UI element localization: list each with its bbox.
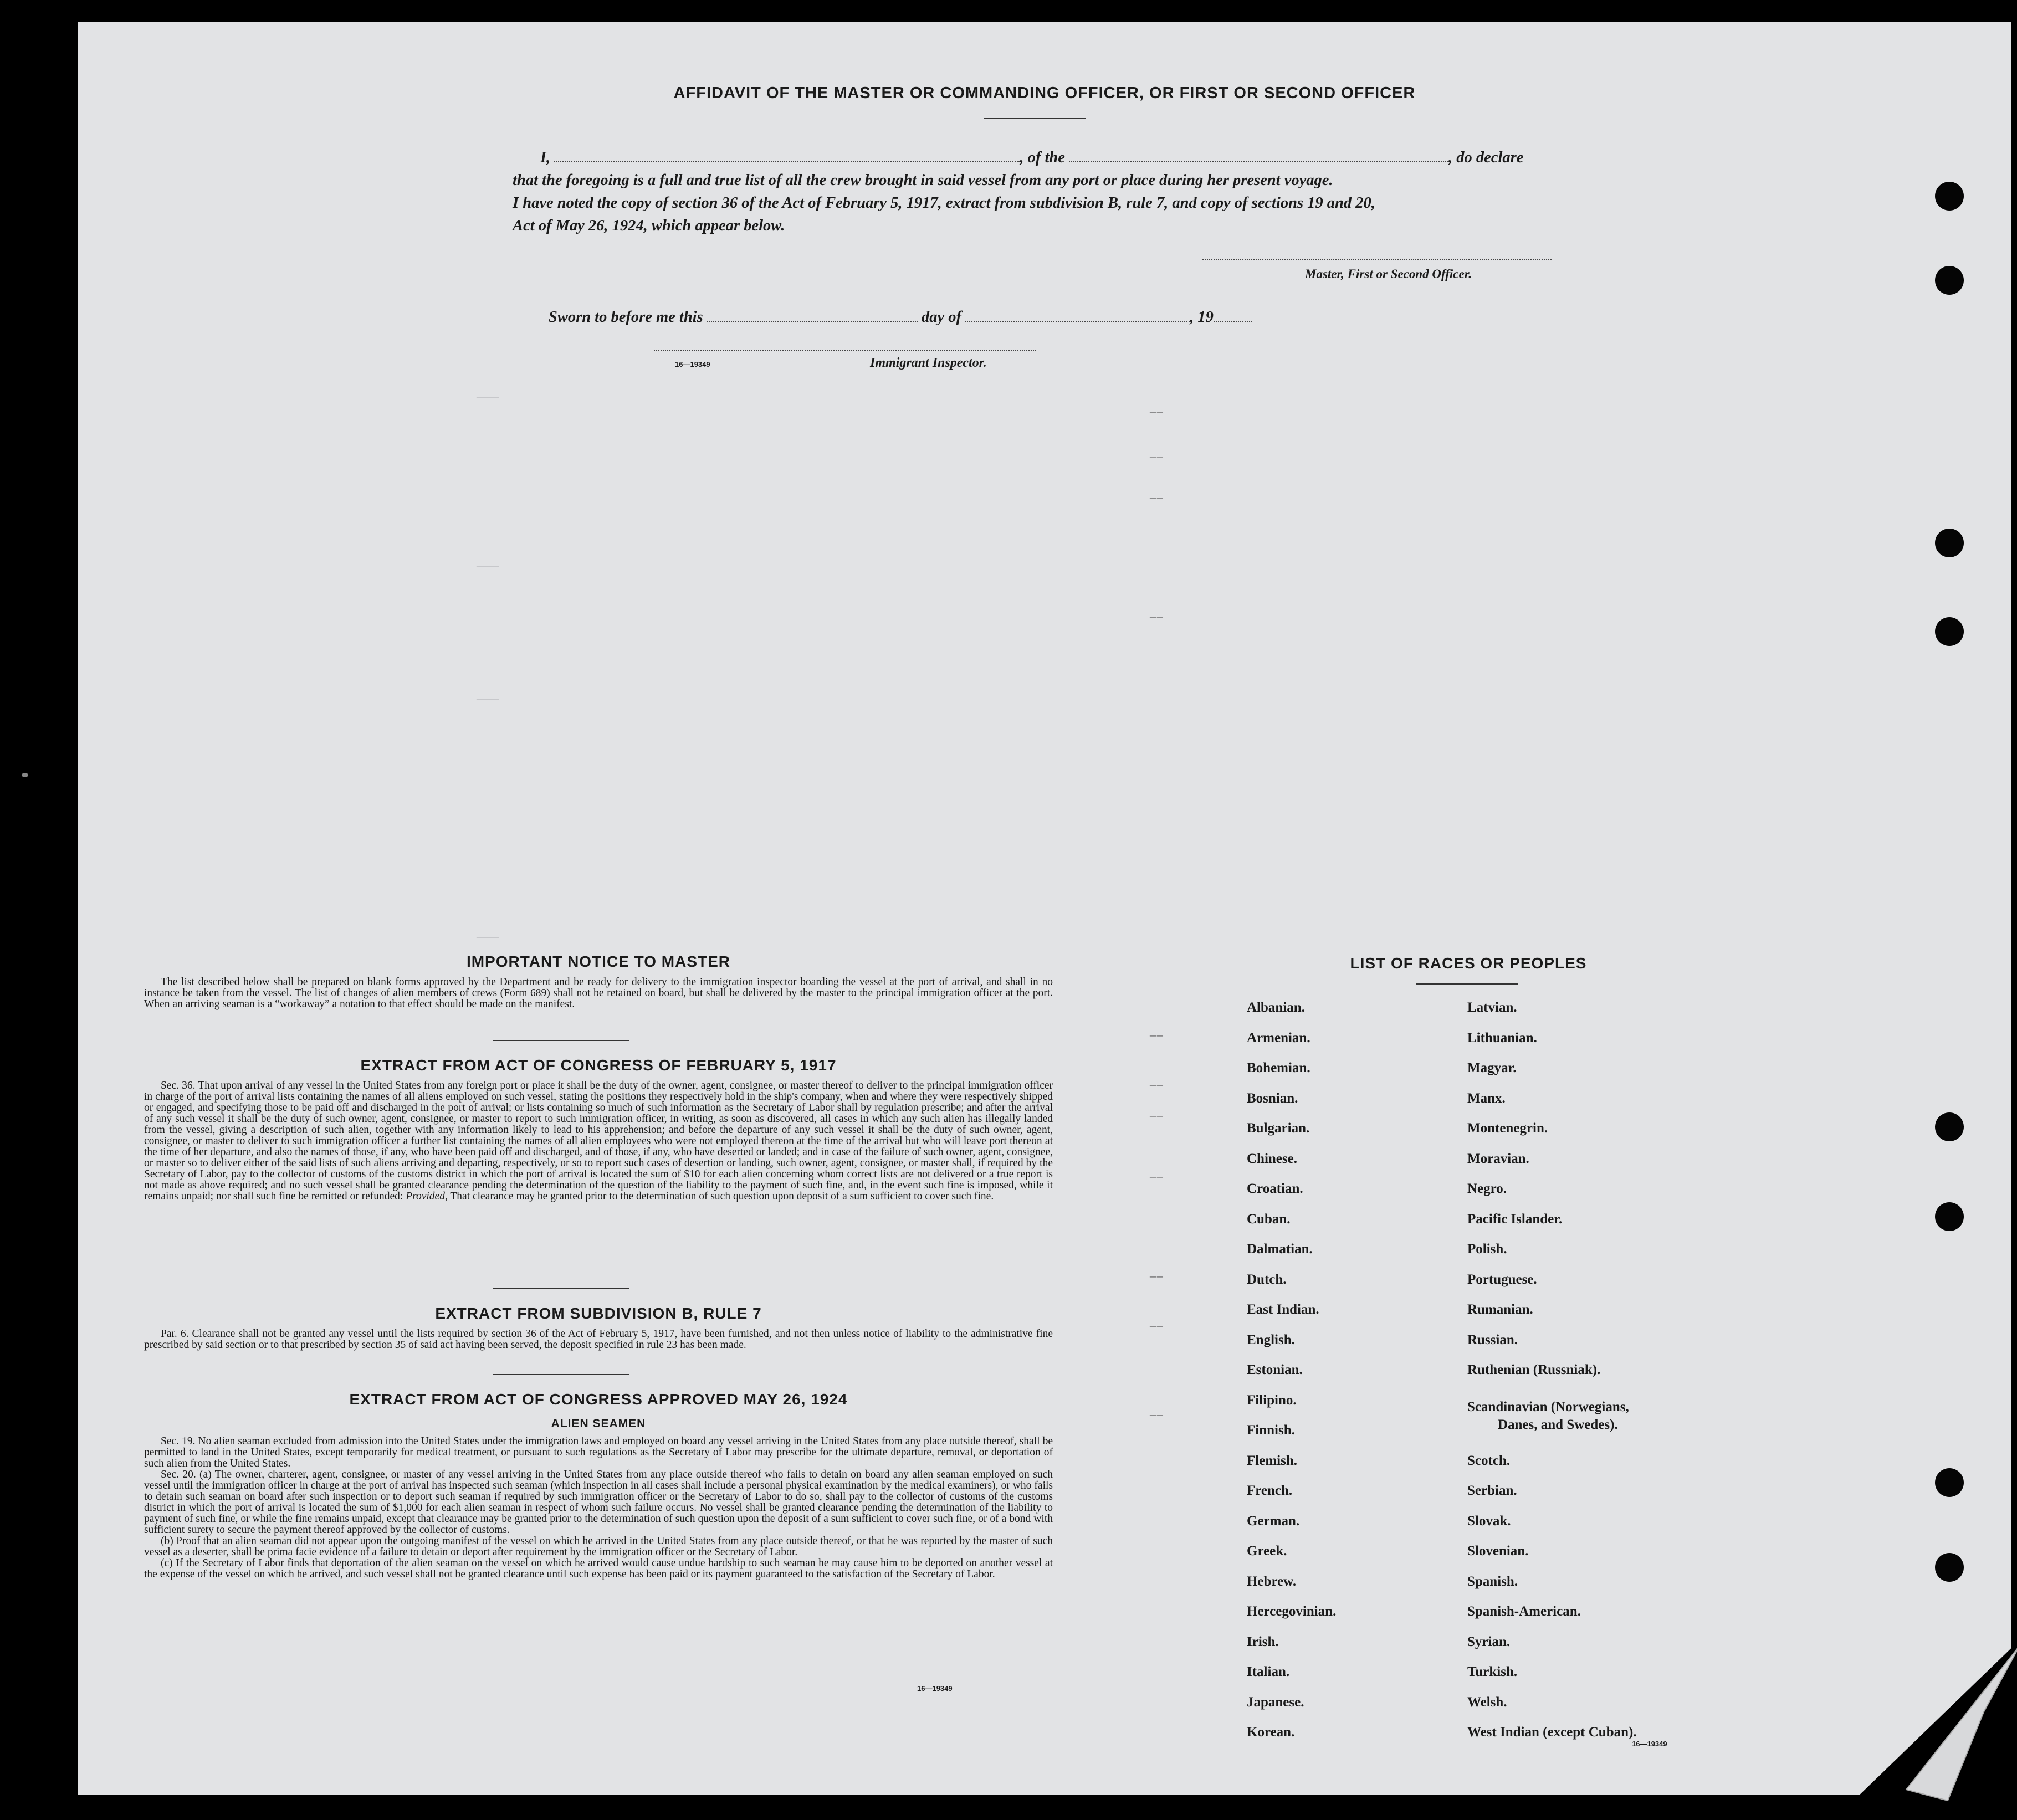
race-item: Portuguese.	[1467, 1272, 1537, 1287]
sec-19-paragraph: Sec. 19. No alien seaman excluded from admission into the United States under the immigration laws and employed on board any vessel arriving in the United States from any place outside thereof, shall be permitted to land in the United States, except temporarily for medical treatment, or pursuant to such regulations as the Secretary of Labor may prescribe for the ultimate departure, removal, or deportation of such alien from the United States.	[144, 1436, 1053, 1469]
title-divider	[984, 118, 1086, 119]
race-item: Polish.	[1467, 1242, 1507, 1257]
dash-mark: – –	[1150, 404, 1163, 418]
proviso-rest: That clearance may be granted prior to the determination of such question upon deposit of a sum sufficient to cover such fine.	[450, 1191, 994, 1202]
dash-mark: – –	[1150, 609, 1163, 623]
declaration-line-3: I have noted the copy of section 36 of the Act of February 5, 1917, extract from subdivision B, rule 7, and copy of sections 19 and 20,	[513, 194, 1375, 212]
bleed-through: ――	[477, 648, 499, 660]
punch-hole	[1935, 182, 1964, 211]
bleed-through: ――	[477, 560, 499, 572]
races-form-number: 16—19349	[1632, 1740, 1667, 1748]
dash-mark: – –	[1150, 490, 1163, 504]
punch-hole	[1935, 1553, 1964, 1582]
notice-title: IMPORTANT NOTICE TO MASTER	[466, 953, 731, 970]
dash-mark: – –	[1150, 1407, 1163, 1421]
extract-form-number: 16—19349	[917, 1684, 953, 1693]
race-item: Slovak.	[1467, 1513, 1511, 1529]
document-page	[78, 22, 2011, 1795]
race-item: Slovenian.	[1467, 1544, 1529, 1558]
race-item: Armenian.	[1247, 1030, 1310, 1045]
declaration-line-1	[513, 146, 1599, 169]
race-item: Flemish.	[1247, 1453, 1297, 1468]
race-item: Bohemian.	[1247, 1060, 1310, 1075]
bleed-through: ――	[477, 737, 499, 749]
extract-1917-text	[144, 1080, 1053, 1202]
punch-hole	[1935, 1202, 1964, 1231]
bleed-through: ――	[477, 515, 499, 527]
extract-1917-body: Sec. 36. That upon arrival of any vessel in the United States from any foreign port or place it shall be the duty of the owner, agent, consignee, or master thereof to deliver to the principal immigration officer in charge of the port of arrival lists containing the names of all aliens employed on such vessel, stating the positions they respectively hold in the ship's company, when and where they were respectively shipped or engaged, and specifying those to be paid off and discharged in the port of arrival; or lists containing so much of such information as the Secretary of Labor shall by regulation prescribe; and after the arrival of any such vessel it shall be the duty of such owner, agent, consignee, or master to report to such immigration officer, in writing, as soon as discovered, all cases in which any such alien has illegally landed from the vessel, giving a description of such alien, together with any information likely to lead to his apprehension; and before the departure of any such vessel it shall be the duty of such owner, agent, consignee, or master to deliver to such immigration officer a further list containing the names of all alien employees who were not employed thereon at the time of the arrival but who will leave port thereon at the time of her departure, and also the names of those, if any, who have been paid off and discharged, and of those, if any, who have deserted or landed; and in case of the failure of such owner, agent, consignee, or master so to deliver either of the said lists of such aliens arriving and departing, respectively, or so to report such cases of desertion or landing, such owner, agent, consignee, or master shall, if required by the Secretary of Labor, pay to the collector of customs of the customs district in which the port of arrival is located the sum of $10 for each alien concerning whom correct lists are not delivered or a true report is not made as above required; and no such vessel shall be granted clearance pending the determination of the question of the liability to the payment of such fine, and, in the event such fine is imposed, while it remains unpaid; nor shall such fine be remitted or refunded:	[144, 1080, 1053, 1202]
bleed-through: ――	[477, 471, 499, 483]
races-title: LIST OF RACES OR PEOPLES	[1350, 955, 1587, 972]
signature-label: Master, First or Second Officer.	[1305, 267, 1472, 281]
punch-hole	[1935, 617, 1964, 646]
race-item: French.	[1247, 1483, 1293, 1498]
declaration-i: I,	[540, 149, 551, 166]
race-item: Albanian.	[1247, 1000, 1305, 1015]
races-right-column	[1467, 1000, 1778, 1776]
bleed-through: ――	[477, 432, 499, 444]
race-item: Scandinavian (Norwegians,	[1467, 1399, 1629, 1414]
declaration	[513, 146, 1599, 237]
races-divider	[1416, 983, 1518, 985]
declaration-do-declare: , do declare	[1448, 149, 1524, 166]
race-item: Bosnian.	[1247, 1090, 1298, 1106]
race-item: Moravian.	[1467, 1151, 1529, 1166]
dash-mark: – –	[1150, 1169, 1163, 1183]
name-blank[interactable]	[554, 161, 1020, 162]
race-item: Montenegrin.	[1467, 1121, 1548, 1136]
sworn-line	[549, 306, 1252, 329]
punch-hole	[1935, 1468, 1964, 1497]
declaration-line-4: Act of May 26, 1924, which appear below.	[513, 217, 785, 234]
race-item: Filipino.	[1247, 1392, 1297, 1408]
race-item: West Indian (except Cuban).	[1467, 1725, 1637, 1740]
race-item: Hercegovinian.	[1247, 1604, 1337, 1619]
dash-mark: – –	[1150, 1319, 1163, 1332]
race-item: Estonian.	[1247, 1362, 1303, 1377]
race-item: Turkish.	[1467, 1664, 1518, 1679]
sworn-month-blank[interactable]	[965, 321, 1190, 322]
race-item: English.	[1247, 1332, 1295, 1347]
dash-mark: – –	[1150, 449, 1163, 463]
race-item: Scotch.	[1467, 1453, 1511, 1468]
sworn-day-blank[interactable]	[707, 321, 918, 322]
dash-mark: – –	[1150, 1078, 1163, 1091]
race-item: Italian.	[1247, 1664, 1290, 1679]
rule-7-paragraph: Par. 6. Clearance shall not be granted any vessel until the lists required by section 36 of the Act of February 5, 1917, have been furnished, and not then unless notice of liability to the administrative fine prescribed by said section or to that prescribed by section 35 of said act having been served, the deposit specified in rule 23 has been made.	[144, 1328, 1053, 1351]
race-item: Irish.	[1247, 1634, 1279, 1649]
notice-text	[144, 977, 1053, 1010]
sworn-day-of: day of	[921, 309, 961, 326]
race-item: Rumanian.	[1467, 1302, 1533, 1317]
sworn-year-blank[interactable]	[1214, 321, 1252, 322]
bleed-through: ――	[477, 931, 499, 943]
rule-7-divider	[493, 1374, 629, 1375]
races-left-column	[1247, 1000, 1457, 1776]
race-item: Finnish.	[1247, 1423, 1295, 1438]
sworn-year-prefix: , 19	[1190, 309, 1214, 326]
folded-corner	[1854, 1640, 2017, 1801]
inspector-signature-blank[interactable]	[654, 350, 1036, 351]
declaration-line-2: that the foregoing is a full and true list of all the crew brought in said vessel from any port or place during her present voyage.	[513, 172, 1333, 189]
affidavit-title: AFFIDAVIT OF THE MASTER OR COMMANDING OFFICER, OR FIRST OR SECOND OFFICER	[673, 84, 1416, 102]
sworn-text: Sworn to before me this	[549, 309, 703, 326]
race-item: Dutch.	[1247, 1272, 1287, 1287]
race-item: Welsh.	[1467, 1694, 1507, 1710]
race-item: Korean.	[1247, 1725, 1295, 1740]
dash-mark: – –	[1150, 1108, 1163, 1122]
race-item: Manx.	[1467, 1090, 1506, 1106]
punch-hole	[1935, 529, 1964, 557]
margin-speck	[22, 773, 28, 777]
race-item: Spanish.	[1467, 1573, 1518, 1589]
signature-blank[interactable]	[1202, 259, 1552, 260]
punch-hole	[1935, 1112, 1964, 1141]
punch-hole	[1935, 266, 1964, 295]
rule-7-text	[144, 1329, 1053, 1351]
extract-1917-divider	[493, 1288, 629, 1289]
race-item: Magyar.	[1467, 1060, 1517, 1075]
race-item: Lithuanian.	[1467, 1030, 1537, 1045]
race-item: Ruthenian (Russniak).	[1467, 1362, 1601, 1377]
dash-mark: – –	[1150, 1269, 1163, 1283]
race-item: Japanese.	[1247, 1694, 1304, 1710]
race-item: Hebrew.	[1247, 1573, 1297, 1589]
notice-divider	[493, 1040, 629, 1041]
rule-7-title: EXTRACT FROM SUBDIVISION B, RULE 7	[435, 1305, 762, 1322]
race-item: Pacific Islander.	[1467, 1211, 1563, 1227]
bleed-through: ――	[477, 693, 499, 705]
proviso-italic: Provided,	[406, 1191, 448, 1202]
bleed-through: ――	[477, 604, 499, 616]
vessel-blank[interactable]	[1069, 161, 1448, 162]
race-item: German.	[1247, 1513, 1300, 1529]
race-item: Spanish-American.	[1467, 1604, 1581, 1619]
race-item: Russian.	[1467, 1332, 1518, 1347]
extract-1924-title: EXTRACT FROM ACT OF CONGRESS APPROVED MAY 26, 1924	[349, 1391, 848, 1408]
extract-1917-title: EXTRACT FROM ACT OF CONGRESS OF FEBRUARY 5, 1917	[360, 1057, 837, 1074]
race-item: East Indian.	[1247, 1302, 1319, 1317]
dash-mark: – –	[1150, 1028, 1163, 1042]
race-item: Croatian.	[1247, 1181, 1303, 1196]
race-item: Latvian.	[1467, 1000, 1517, 1015]
inspector-label: Immigrant Inspector.	[870, 356, 987, 370]
extract-1917-paragraph	[144, 1080, 1053, 1202]
sec-20b-paragraph: (b) Proof that an alien seaman did not appear upon the outgoing manifest of the vessel on which he arrived in the United States from any place outside thereof, or that he was reported by the master of such vessel as a deserter, shall be prima facie evidence of a failure to detain or deport after requirement by the immigration officer or the Secretary of Labor.	[144, 1535, 1053, 1558]
declaration-of-the: , of the	[1020, 149, 1065, 166]
race-item: Bulgarian.	[1247, 1121, 1310, 1136]
bleed-through: ――	[477, 391, 499, 403]
affidavit-form-number: 16—19349	[675, 360, 710, 368]
alien-seamen-subtitle: ALIEN SEAMEN	[551, 1417, 646, 1430]
race-item: Cuban.	[1247, 1211, 1291, 1227]
race-item: Dalmatian.	[1247, 1242, 1313, 1257]
race-item: Syrian.	[1467, 1634, 1511, 1649]
notice-paragraph: The list described below shall be prepared on blank forms approved by the Department and be ready for delivery to the immigration inspector boarding the vessel at the port of arrival, and shall in no instance be taken from the vessel. The list of changes of alien members of crews (Form 689) shall not be retained on board, but shall be delivered by the master to the principal immigration officer at the port. When an arriving seaman is a “workaway” a notation to that effect should be made on the manifest.	[144, 976, 1053, 1010]
race-item: Serbian.	[1467, 1483, 1517, 1498]
race-item: Negro.	[1467, 1181, 1507, 1196]
extract-1924-text	[144, 1436, 1053, 1580]
sec-20a-paragraph: Sec. 20. (a) The owner, charterer, agent, consignee, or master of any vessel arriving in the United States from any place outside thereof who fails to detain on board any alien seaman employed on such vessel until the immigration officer in charge at the port of arrival has inspected such seaman (which inspection in all cases shall include a personal physical examination by the medical examiners), or who fails to detain such seaman on board after such inspection or to deport such seaman if required by such immigration officer or the Secretary of Labor to do so, shall pay to the collector of customs of the customs district in which the port of arrival is located the sum of $1,000 for each alien seaman in respect of whom such failure occurs. No vessel shall be granted clearance pending the determination of the liability to payment of such fine, or while the fine remains unpaid, except that clearance may be granted prior to the determination of such question upon the deposit of a sum sufficient to cover such fine, or of a bond with sufficient surety to secure the payment thereof approved by the collector of customs.	[144, 1469, 1053, 1536]
race-item-continuation: Danes, and Swedes).	[1498, 1417, 1618, 1432]
race-item: Greek.	[1247, 1544, 1287, 1558]
race-item: Chinese.	[1247, 1151, 1297, 1166]
sec-20c-paragraph: (c) If the Secretary of Labor finds that deportation of the alien seaman on the vessel on which he arrived would cause undue hardship to such seaman he may cause him to be deported on another vessel at the expense of the vessel on which he arrived, and such vessel shall not be granted clearance until such expense has been paid or its payment guaranteed to the satisfaction of the Secretary of Labor.	[144, 1557, 1053, 1580]
